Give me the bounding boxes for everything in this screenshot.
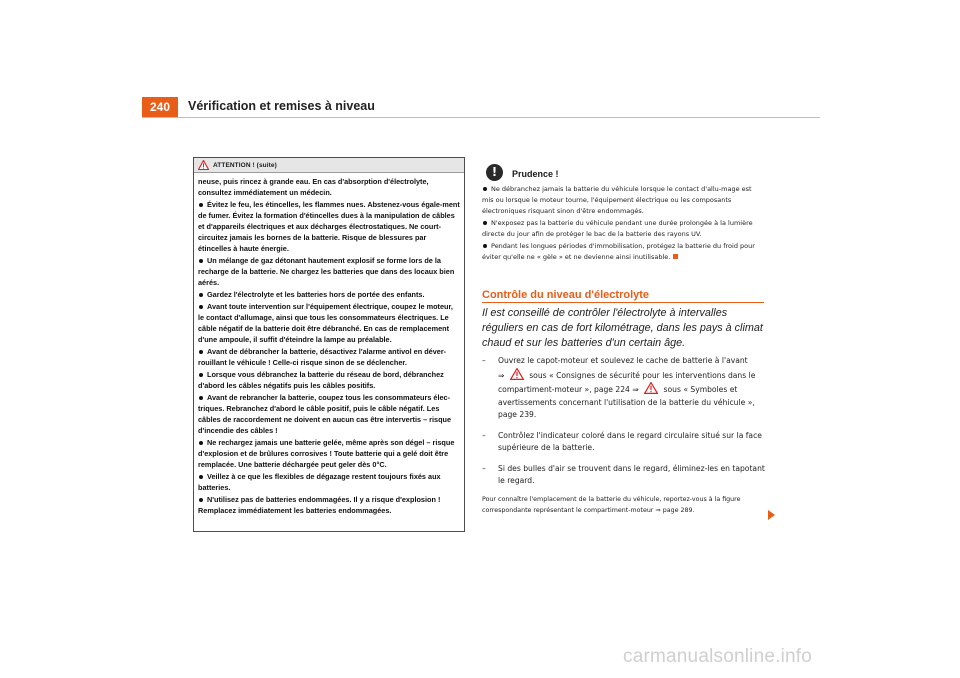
warning-paragraph: N'utilisez pas de batteries endommagées. Il y a risque d'explosion ! Remplacez immédiatement les batteries endommagées. [198,495,441,515]
section-intro: Il est conseillé de contrôler l'électrolyte à intervalles réguliers en cas de fort kilométrage, dans les pays à climat chaud et sur les batteries d'un certain âge. [482,307,763,349]
caution-title: Prudence ! [512,169,559,179]
warning-heading-text: ATTENTION ! (suite) [213,161,277,169]
caution-body [482,184,764,263]
warning-paragraph: neuse, puis rincez à grande eau. En cas d'absorption d'électrolyte, consultez immédiatement un médecin. [198,177,429,197]
warning-triangle-icon[interactable] [644,382,658,394]
warning-paragraph: Un mélange de gaz détonant hautement explosif se forme lors de la recharge de la batterie. Ne chargez les batteries que dans des locaux bien aérés. [198,256,455,287]
next-page-arrow-icon[interactable] [768,510,775,520]
caution-heading [482,163,764,181]
procedure-step: – Si des bulles d'air se trouvent dans le regard, éliminez-les en tapotant le regard. [482,463,765,485]
procedure-step: – Contrôlez l'indicateur coloré dans le regard circulaire situé sur la face supérieure de la batterie. [482,430,762,452]
xref-link[interactable]: page 289. [662,507,695,514]
procedure-step: – Ouvrez le capot-moteur et soulevez le cache de batterie à l'avant ⇒ sous « Consignes de sécurité pour les interventions dans le compartiment-moteur », page 224 ⇒ sous « Symboles et avertissements concernant l'utilisation de la batterie du véhicule », page 239. [482,356,756,419]
location-note: Pour connaître l'emplacement de la batterie du véhicule, reportez-vous à la figure correspondante représentant le compartiment-moteur ⇒ page 289. [482,496,741,514]
caution-item: Ne débranchez jamais la batterie du véhicule lorsque le contact d'allu-mage est mis ou lorsque le moteur tourne, l'équipement électrique ou les composants électroniques risquant sinon d'être endommagés. [482,185,752,215]
xref-link[interactable]: sous « Consignes de sécurité pour les interventions dans le compartiment-moteur », page 224 [498,370,756,394]
header-rule [142,117,820,118]
procedure-steps [482,355,767,496]
warning-paragraph: Veillez à ce que les flexibles de dégazage restent toujours fixés aux batteries. [198,472,441,492]
warning-paragraph: Lorsque vous débranchez la batterie du réseau de bord, débranchez d'abord les câbles négatifs puis les câbles positifs. [198,370,444,390]
warning-paragraph: Avant de rebrancher la batterie, coupez tous les consommateurs élec-triques. Rebranchez d'abord le câble positif, puis le câble négatif. Les câbles de raccordement ne doivent en aucun cas être intervertis – risque d'incendie des câbles ! [198,393,452,435]
chapter-title: Vérification et remises à niveau [188,99,375,113]
caution-item: N'exposez pas la batterie du véhicule pendant une durée prolongée à la lumière directe du jour afin de protéger le bac de la batterie des rayons UV. [482,219,753,238]
watermark: carmanualsonline.info [623,646,813,667]
warning-paragraph: Ne rechargez jamais une batterie gelée, même après son dégel – risque d'explosion et de brûlures corrosives ! Toute batterie qui a gelé doit être remplacée. Une batterie déchargée peut geler dès 0°C. [198,438,455,469]
exclamation-circle-icon: ! [486,164,503,181]
warning-box [193,157,465,532]
caution-note [482,163,764,264]
warning-paragraph: Évitez le feu, les étincelles, les flammes nues. Abstenez-vous égale-ment de fumer. Évitez la formation d'étincelles dues à la manipulation de câbles et d'appareils électriques et aux décharges électrostatiques. Ne court-circuitez jamais les bornes de la batterie. Risque de blessures par étincelles à haute énergie. [198,200,460,253]
warning-body [194,173,464,516]
page-number: 240 [142,97,178,117]
warning-triangle-icon [198,160,209,170]
section-title: Contrôle du niveau d'électrolyte [482,289,650,301]
caution-item: Pendant les longues périodes d'immobilisation, protégez la batterie du froid pour éviter qu'elle ne « gèle » et ne devienne ainsi inutilisable. [482,242,755,261]
warning-triangle-icon[interactable] [510,368,524,380]
warning-paragraph: Gardez l'électrolyte et les batteries hors de portée des enfants. [198,289,460,300]
warning-heading [194,158,464,173]
section-rule [482,302,764,303]
warning-paragraph: Avant toute intervention sur l'équipement électrique, coupez le moteur, le contact d'allumage, ainsi que tous les consommateurs électriques. Le câble négatif de la batterie doit être débranché. En cas de remplacement d'une ampoule, il suffit d'éteindre la lampe au préalable. [198,302,453,344]
end-marker-icon [673,254,678,259]
warning-paragraph: Avant de débrancher la batterie, désactivez l'alarme antivol en déver-rouillant le véhicule ! Celle-ci risque sinon de se déclencher. [198,347,447,367]
page-header [142,97,820,119]
xref-link[interactable]: sous « Symboles et avertissements concernant l'utilisation de la batterie du véhicule », page 239. [498,385,755,419]
